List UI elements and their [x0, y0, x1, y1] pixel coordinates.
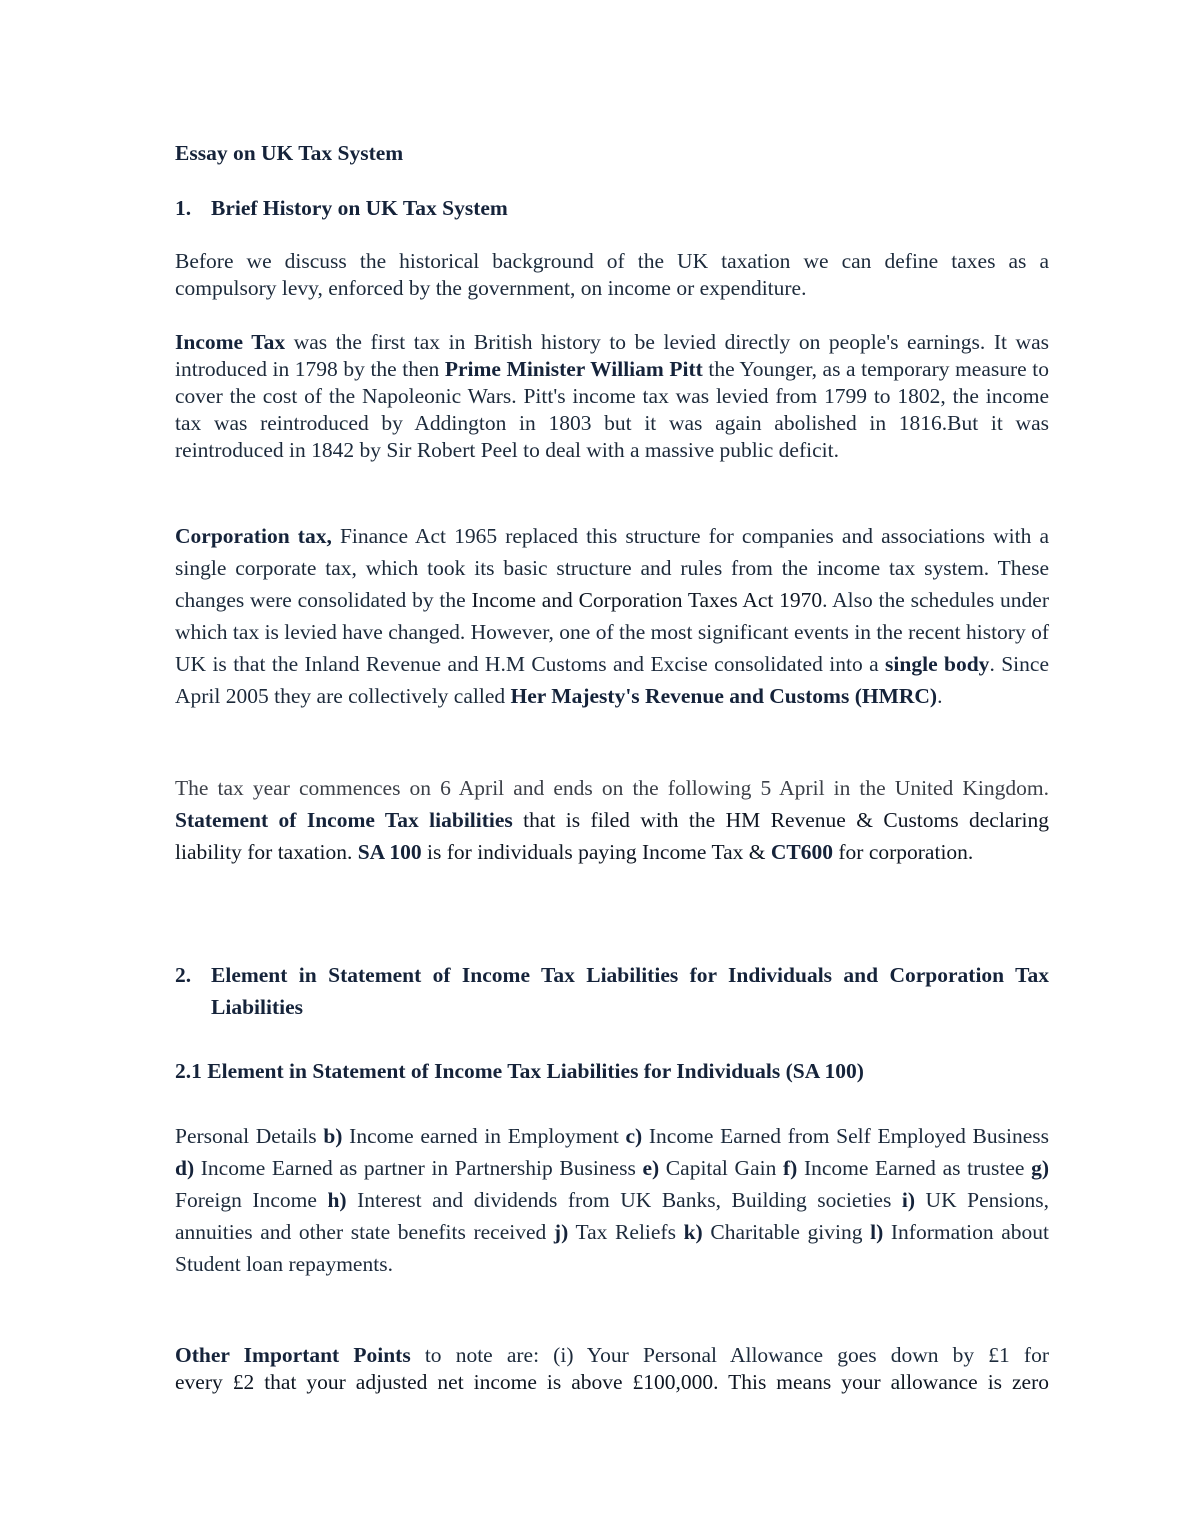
- income-tax-term: Income Tax: [175, 330, 286, 354]
- section-2-heading: Element in Statement of Income Tax Liabilities for Individuals and Corporation Tax Liabilities: [211, 963, 1049, 1019]
- other-points-line-2: every £2 that your adjusted net income is above £100,000. This means your allowance is zero: [175, 1370, 1049, 1394]
- sa100-elements-paragraph: Personal Details b) Income earned in Employment c) Income Earned from Self Employed Business d) Income Earned as partner in Partnership Business e) Capital Gain f) Income Earned as trustee g) Foreign Income h) Interest and dividends from UK Banks, Building societies i) UK Pensions, annuities and other state benefits received j) Tax Reliefs k) Charitable giving l) Information about Student loan repayments.: [175, 1124, 1049, 1276]
- intro-line-1: Before we discuss the historical background of the UK taxation we can define taxes as a: [175, 249, 1049, 273]
- section-2-1-heading: 2.1 Element in Statement of Income Tax Liabilities for Individuals (SA 100): [175, 1059, 864, 1083]
- other-points-term: Other Important Points: [175, 1343, 411, 1367]
- income-tax-paragraph: Income Tax was the first tax in British history to be levied directly on people's earnings. It was introduced in 1798 by the then Prime Minister William Pitt the Younger, as a temporary measure to cover the cost of the Napoleonic Wars. Pitt's income tax was levied from 1799 to 1802, the income tax was reintroduced by Addington in 1803 but it was again abolished in 1816.But it was reintroduced in 1842 by Sir Robert Peel to deal with a massive public deficit.: [175, 330, 1049, 462]
- ct600-term: CT600: [770, 840, 833, 864]
- tax-year-paragraph: The tax year commences on 6 April and ends on the following 5 April in the United Kingdom. Statement of Income Tax liabilities that is filed with the HM Revenue & Customs declaring liability for taxation. SA 100 is for individuals paying Income Tax & CT600 for corporation.: [175, 776, 1049, 864]
- section-1-heading: Brief History on UK Tax System: [211, 196, 508, 220]
- intro-paragraph: [175, 248, 1049, 302]
- single-body-term: single body: [885, 652, 990, 676]
- intro-line-2: compulsory levy, enforced by the government, on income or expenditure.: [175, 276, 807, 300]
- sa100-term: SA 100: [357, 840, 422, 864]
- other-points-line-1: Other Important Points to note are: (i) Your Personal Allowance goes down by £1 for: [175, 1343, 1049, 1367]
- corporation-tax-term: Corporation tax,: [175, 524, 332, 548]
- document-title: Essay on UK Tax System: [175, 141, 404, 165]
- corporation-tax-paragraph: Corporation tax, Finance Act 1965 replaced this structure for companies and associations with a single corporate tax, which took its basic structure and rules from the income tax system. These changes were consolidated by the Income and Corporation Taxes Act 1970. Also the schedules under which tax is levied have changed. However, one of the most significant events in the recent history of UK is that the Inland Revenue and H.M Customs and Excise consolidated into a single body. Since April 2005 they are collectively called Her Majesty's Revenue and Customs (HMRC).: [175, 524, 1049, 708]
- other-points-paragraph: [175, 1342, 1049, 1396]
- pitt-term: Prime Minister William Pitt: [444, 357, 703, 381]
- section-2-number: 2.: [175, 963, 192, 987]
- section-1-number: 1.: [175, 196, 192, 220]
- statement-term: Statement of Income Tax liabilities: [175, 808, 513, 832]
- hmrc-term: Her Majesty's Revenue and Customs (HMRC): [510, 684, 938, 708]
